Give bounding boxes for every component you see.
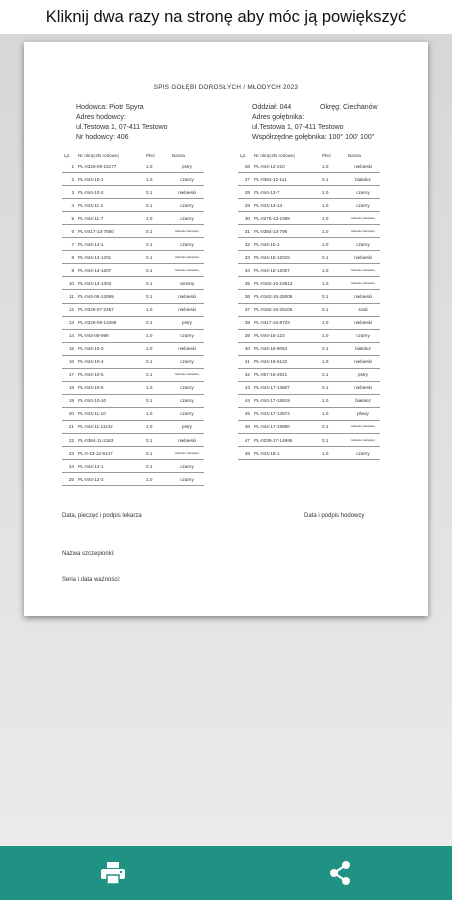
table-row [62,290,204,303]
row-lp: 27 [238,173,252,186]
row-ring-number: PL-0384-13-795 [252,225,320,238]
table-row [238,303,380,316]
table-header-row [238,150,380,160]
row-ring-number: PL-0326-08-14269 [76,316,144,329]
row-color: białołoz [346,394,380,407]
row-sex: 1.0 [144,160,170,173]
row-sex: 0.1 [320,368,346,381]
breeder-signature-label: Data i podpis hodowcy [304,513,365,519]
row-color: czarny [170,329,204,342]
row-lp: 43 [238,381,252,394]
row-color: niebieski [170,303,204,316]
row-ring-number: PL-0326-09-15177 [76,160,144,173]
loft-address-label: Adres gołębnika: [252,114,305,121]
row-sex: 1.0 [144,342,170,355]
table-row [238,238,380,251]
table-row [62,473,204,486]
row-lp: 41 [238,355,252,368]
table-row [238,329,380,342]
row-sex: 0.1 [320,342,346,355]
row-ring-number: PL-044-10-1 [76,173,144,186]
row-lp: 14 [62,329,76,342]
row-color: niebiesko nakrapiany [170,368,204,381]
breeder-number: Nr hodowcy: 406 [76,134,129,141]
row-color: niebiesko nakrapiany [170,447,204,460]
row-color: niebieski [170,342,204,355]
table-row [62,447,204,460]
table-row [62,407,204,420]
branch: Oddział: 044 [252,104,292,111]
col-color: Barwa [172,152,186,158]
row-sex: 0.1 [144,238,170,251]
row-sex: 1.0 [144,420,170,433]
table-row [238,199,380,212]
row-color: czarny [170,355,204,368]
col-sex: Płeć [146,152,155,158]
col-lp: Lp. [64,152,71,158]
table-row [62,225,204,238]
row-lp: 7 [62,238,76,251]
row-ring-number: PL-0239-17-14995 [252,433,320,446]
district: Okręg: Ciechanów [320,104,378,111]
row-sex: 0.1 [144,460,170,473]
row-sex: 1.0 [320,160,346,173]
table-row [238,160,380,173]
row-lp: 24 [62,460,76,473]
row-color: niebiesko nakrapiany [346,277,380,290]
row-lp: 30 [238,212,252,225]
row-color: niebiesko nakrapiany [170,251,204,264]
row-sex: 1.0 [320,407,346,420]
vet-signature-label: Data, pieczęć i podpis lekarza [62,513,142,519]
table-row [62,420,204,433]
table-row [238,407,380,420]
row-color: czarny [170,473,204,486]
pigeon-table-left [62,150,204,486]
row-color: niebieski [346,381,380,394]
row-ring-number: PL-044-10-5 [76,368,144,381]
print-icon [100,861,126,885]
table-row [238,447,380,460]
row-ring-number: PL-044-10-4 [76,355,144,368]
row-lp: 28 [238,186,252,199]
row-lp: 26 [238,160,252,173]
table-row [62,381,204,394]
row-lp: 5 [62,212,76,225]
row-color: niebieski [170,433,204,446]
row-ring-number: PL-044-10-3 [76,342,144,355]
row-color: ciemny [170,277,204,290]
table-row [238,342,380,355]
share-icon [328,860,352,886]
row-ring-number: PL-044-16-6064 [252,342,320,355]
row-sex: 0.1 [320,290,346,303]
instruction-text: Kliknij dwa razy na stronę aby móc ją powiększyć [45,7,407,26]
row-lp: 17 [62,368,76,381]
table-row [238,251,380,264]
table-row [62,460,204,473]
row-color: czarny [170,394,204,407]
row-color: czarny [170,238,204,251]
row-ring-number: PL-0326-07-2487 [76,303,144,316]
row-color: czarny [170,173,204,186]
table-row [62,303,204,316]
row-ring-number: PL-0417-13-7580 [76,225,144,238]
row-lp: 9 [62,264,76,277]
row-color: czarny [346,238,380,251]
row-ring-number: PL-044-10-6 [76,381,144,394]
row-ring-number: PL-044-12-1 [76,460,144,473]
row-lp: 13 [62,316,76,329]
row-lp: 10 [62,277,76,290]
row-ring-number: PL-044-11-7 [76,212,144,225]
row-lp: 12 [62,303,76,316]
row-lp: 38 [238,316,252,329]
row-sex: 1.0 [320,238,346,251]
row-ring-number: PL-044-11-11132 [76,420,144,433]
row-lp: 42 [238,368,252,381]
row-color: czarny [170,212,204,225]
row-ring-number: PL-044-10-2 [76,186,144,199]
row-color: szali [346,303,380,316]
document-viewer[interactable] [0,34,452,846]
row-ring-number: PL-0162-15-25008 [252,290,320,303]
col-color: Barwa [348,152,362,158]
breeder-address-label: Adres hodowcy: [76,114,126,121]
row-sex: 1.0 [144,473,170,486]
loft-coordinates: Współrzędne gołębnika: 100° 100' 100'' [252,134,375,141]
row-color: czarny [346,186,380,199]
row-sex: 0.1 [320,433,346,446]
row-sex: 0.1 [144,186,170,199]
row-ring-number: PL-0384-11-2163 [76,433,144,446]
row-lp: 47 [238,433,252,446]
row-ring-number: PL-044-14-1303 [76,277,144,290]
row-color: niebieski [346,316,380,329]
row-ring-number: PL-044-17-15819 [252,394,320,407]
row-lp: 4 [62,199,76,212]
loft-address: ul.Testowa 1, 07-411 Testowo [252,124,344,131]
document-title: SPIS GOŁĘBI DOROSŁYCH / MŁODYCH 2023 [153,84,299,91]
share-button[interactable] [325,858,355,888]
row-lp: 1 [62,160,76,173]
row-lp: 36 [238,290,252,303]
row-ring-number: PL-044-15-12015 [252,251,320,264]
row-color: czarny [170,381,204,394]
table-row [62,186,204,199]
row-sex: 0.1 [144,316,170,329]
row-lp: 44 [238,394,252,407]
row-color: pstry [170,160,204,173]
row-sex: 0.1 [144,290,170,303]
row-lp: 21 [62,420,76,433]
row-ring-number: PL-044-14-1201 [76,251,144,264]
row-lp: 40 [238,342,252,355]
row-lp: 33 [238,251,252,264]
col-sex: Płeć [322,152,331,158]
row-ring-number: PL-044-12-2 [76,473,144,486]
row-ring-number: PL-0-13-12-8147 [76,447,144,460]
row-lp: 22 [62,433,76,446]
table-row [62,316,204,329]
row-ring-number: PL-044-14-1 [76,238,144,251]
row-lp: 2 [62,173,76,186]
row-ring-number: PL-044-11-1 [76,199,144,212]
row-lp: 15 [62,342,76,355]
table-row [238,277,380,290]
row-sex: 1.0 [144,173,170,186]
row-color: białołoz [346,173,380,186]
table-row [238,264,380,277]
row-lp: 18 [62,381,76,394]
row-lp: 6 [62,225,76,238]
print-button[interactable] [98,858,128,888]
row-ring-number: PL-0162-15-25105 [252,303,320,316]
table-row [62,433,204,446]
col-ring-number: Nr obrączki rodowej [254,152,295,158]
table-row [238,316,380,329]
row-ring-number: PL-0275-13-1069 [252,212,320,225]
row-ring-number: PL-057-16-4921 [252,368,320,381]
row-lp: 29 [238,199,252,212]
row-ring-number: PL-044-14-1207 [76,264,144,277]
row-ring-number: PL-044-06-12695 [76,290,144,303]
row-lp: 31 [238,225,252,238]
row-sex: 0.1 [144,394,170,407]
row-color: czarny [346,329,380,342]
row-ring-number: PL-044-17-13874 [252,407,320,420]
row-sex: 0.1 [144,264,170,277]
row-ring-number: PL-044-13-13 [252,199,320,212]
row-color: niebiesko nakrapiany [346,212,380,225]
row-color: czarny [346,199,380,212]
table-row [238,433,380,446]
table-row [238,368,380,381]
row-color: niebieski [170,290,204,303]
row-ring-number: PL-044-15-12067 [252,264,320,277]
col-ring-number: Nr obrączki rodowej [78,152,119,158]
row-color: niebiesko nakrapiany [170,225,204,238]
row-color: pstry [346,368,380,381]
row-color: niebiesko nakrapiany [170,264,204,277]
document-page[interactable] [24,42,428,616]
row-lp: 37 [238,303,252,316]
row-sex: 1.0 [320,316,346,329]
pigeon-table-right [238,150,380,460]
row-lp: 35 [238,277,252,290]
row-lp: 34 [238,264,252,277]
table-header-row [62,150,204,160]
table-row [62,355,204,368]
row-ring-number: PL-044-18-1 [252,447,320,460]
row-lp: 11 [62,290,76,303]
row-color: czarny [170,199,204,212]
row-color: niebieski [346,160,380,173]
row-sex: 1.0 [144,303,170,316]
row-color: niebieski [346,355,380,368]
row-sex: 1.0 [144,212,170,225]
table-row [62,251,204,264]
row-sex: 0.1 [144,277,170,290]
row-ring-number: PL-044-10-10 [76,394,144,407]
vaccine-series-label: Seria i data ważności: [62,577,121,583]
row-lp: 23 [62,447,76,460]
row-sex: 1.0 [320,186,346,199]
row-lp: 3 [62,186,76,199]
row-sex: 0.1 [320,173,346,186]
row-ring-number: PL-044-12-210 [252,160,320,173]
row-color: białołoz [346,342,380,355]
table-row [62,277,204,290]
breeder-name: Hodowca: Piotr Spyra [76,104,144,111]
table-row [238,355,380,368]
row-sex: 0.1 [144,225,170,238]
row-ring-number: PL-044-11-10 [76,407,144,420]
row-sex: 0.1 [144,368,170,381]
row-color: niebiesko nakrapiany [346,264,380,277]
row-sex: 0.1 [144,251,170,264]
row-sex: 1.0 [320,447,346,460]
table-row [238,394,380,407]
row-ring-number: PL-044-17-15890 [252,420,320,433]
table-row [62,394,204,407]
row-sex: 1.0 [320,355,346,368]
row-sex: 0.1 [144,447,170,460]
row-color: czarny [170,407,204,420]
row-color: niebiesko nakrapiany [346,225,380,238]
row-sex: 0.1 [144,355,170,368]
row-lp: 19 [62,394,76,407]
row-ring-number: PL-044-13-7 [252,186,320,199]
vaccine-name-label: Nazwa szczepionki: [62,551,115,557]
table-row [62,342,204,355]
table-row [62,264,204,277]
row-ring-number: PL-0417-15-8733 [252,316,320,329]
row-color: niebieski [170,186,204,199]
row-color: pstry [170,420,204,433]
row-sex: 1.0 [320,394,346,407]
table-row [238,381,380,394]
row-ring-number: PL-0162-15-23813 [252,277,320,290]
row-color: pstry [170,316,204,329]
row-lp: 25 [62,473,76,486]
row-lp: 32 [238,238,252,251]
row-lp: 39 [238,329,252,342]
table-row [62,368,204,381]
row-color: niebieski [346,290,380,303]
row-lp: 45 [238,407,252,420]
row-ring-number: PL-044-15-1 [252,238,320,251]
row-sex: 0.1 [320,303,346,316]
table-row [62,173,204,186]
row-sex: 1.0 [320,329,346,342]
table-row [238,173,380,186]
table-row [62,160,204,173]
row-color: niebiesko nakrapiany [346,433,380,446]
table-row [238,225,380,238]
row-sex: 0.1 [144,433,170,446]
bottom-action-bar [0,846,452,900]
row-sex: 1.0 [320,212,346,225]
table-row [62,238,204,251]
row-sex: 1.0 [144,407,170,420]
table-row [62,212,204,225]
table-row [62,199,204,212]
row-lp: 20 [62,407,76,420]
row-sex: 1.0 [320,199,346,212]
breeder-address: ul.Testowa 1, 07-411 Testowo [76,124,168,131]
table-row [238,420,380,433]
row-sex: 1.0 [320,225,346,238]
table-row [238,290,380,303]
row-lp: 8 [62,251,76,264]
row-sex: 1.0 [320,264,346,277]
row-sex: 1.0 [144,381,170,394]
table-row [238,186,380,199]
row-color: czarny [170,460,204,473]
row-sex: 0.1 [320,251,346,264]
row-color: niebiesko nakrapiany [346,420,380,433]
row-ring-number: PL-044-16-6122 [252,355,320,368]
row-lp: 48 [238,447,252,460]
row-sex: 1.0 [320,277,346,290]
row-color: niebieski [346,251,380,264]
row-color: czarny [346,447,380,460]
col-lp: Lp. [240,152,247,158]
row-ring-number: PL-0384-12-111 [252,173,320,186]
row-ring-number: PL-044-09-998 [76,329,144,342]
row-sex: 0.1 [144,199,170,212]
row-sex: 1.0 [144,329,170,342]
row-sex: 0.1 [320,381,346,394]
row-color: płowy [346,407,380,420]
row-ring-number: PL-044-17-13807 [252,381,320,394]
table-row [62,329,204,342]
table-row [238,212,380,225]
row-sex: 0.1 [320,420,346,433]
row-lp: 46 [238,420,252,433]
row-ring-number: PL-044-16-123 [252,329,320,342]
row-lp: 16 [62,355,76,368]
instruction-bar [0,0,452,34]
